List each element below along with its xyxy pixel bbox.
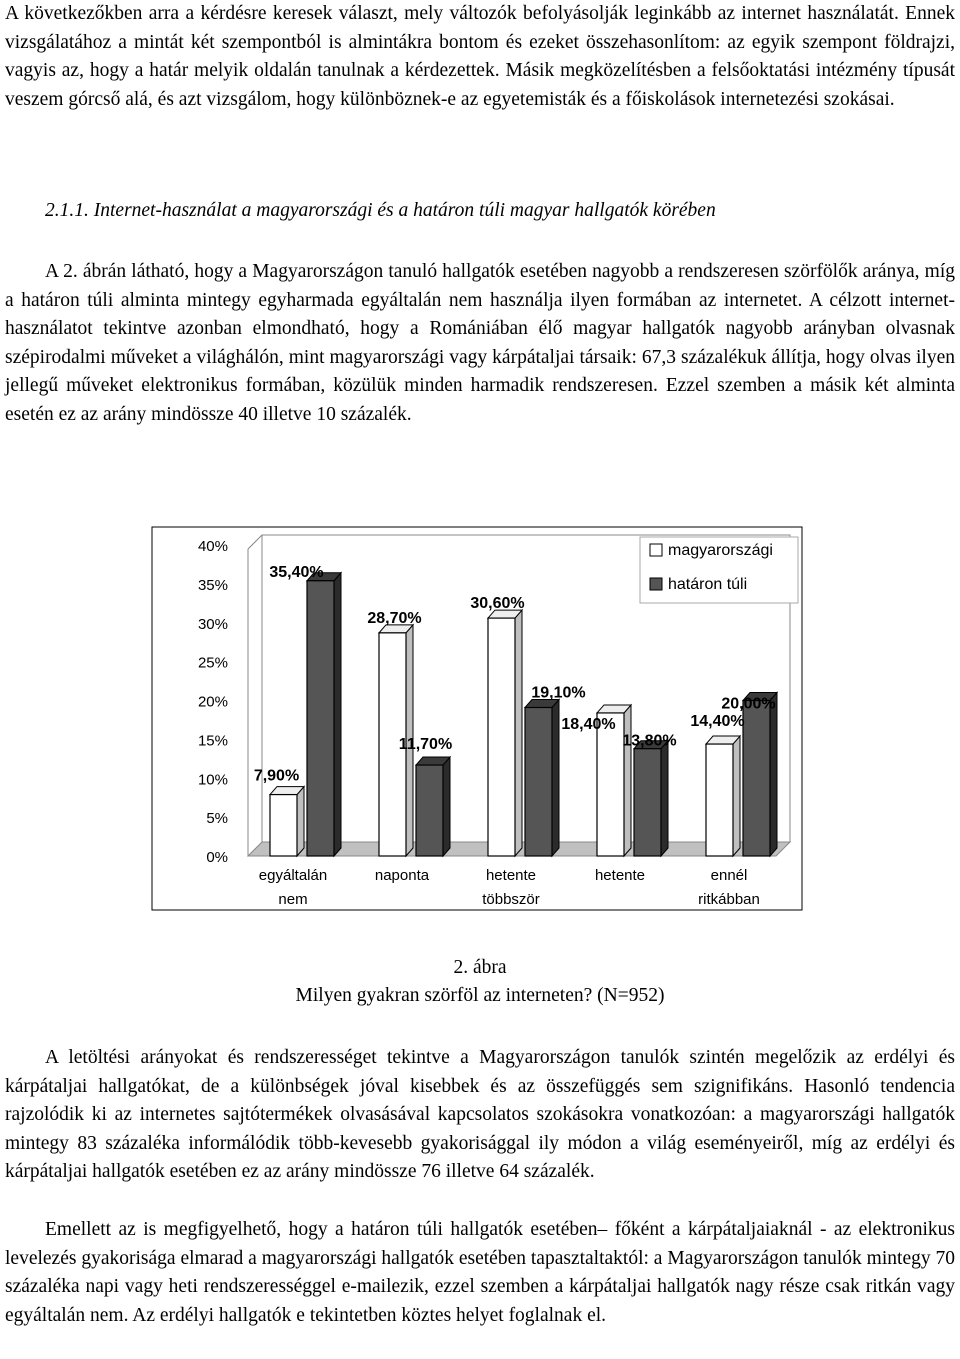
bar-hataron-tuli (416, 765, 443, 856)
y-tick-label: 35% (197, 576, 228, 594)
bar-magyarorszagi (270, 795, 297, 856)
data-label: 11,70% (398, 736, 453, 754)
x-axis (259, 867, 760, 908)
bar-hataron-tuli (634, 749, 661, 856)
bar-side (297, 787, 304, 856)
x-tick-label: naponta (374, 867, 430, 884)
data-label: 7,90% (253, 767, 300, 785)
bar-hataron-tuli (743, 701, 770, 857)
bar-chart (0, 520, 960, 920)
data-label: 14,40% (690, 713, 745, 731)
data-label: 35,40% (269, 563, 324, 581)
y-tick-label: 20% (197, 693, 228, 711)
data-label: 19,10% (531, 684, 586, 702)
legend-swatch (650, 578, 662, 590)
chart-legend (640, 537, 798, 603)
bar-side (552, 699, 559, 856)
y-tick-label: 5% (206, 810, 228, 828)
body-paragraph-email: Emellett az is megfigyelhető, hogy a határon túli hallgatók esetében– főként a kárpátaljaiaknál - az elektronikus levelezés gyakorisága elmarad a magyarországi hallgatók esetében tapasztaltaktól: a Magyarországon tanulók mintegy 70 százaléka napi vagy heti rendszerességgel e-mailezik, ezzel szemben a kárpátaljai hallgatók nagy része csak ritkán vagy egyáltalán nem. Az erdélyi hallgatók e tekintetben köztes helyet foglalnak el. (5, 1219, 955, 1326)
body-paragraph-downloads: A letöltési arányokat és rendszerességet tekintve a Magyarországon tanulók szintén megelőzik az erdélyi és kárpátaljai hallgatókat, de a különbségek jóval kisebbek és az összefüggés sem szignifikáns. Hasonló tendencia rajzolódik ki az internetes sajtótermékek olvasásával kapcsolatos szokásokra vonatkozóan: a magyarországi hallgatók mintegy 83 százaléka informálódik több-kevesebb gyakorisággal ily módon a világ eseményeiről, míg az erdélyi és kárpátaljai hallgatók esetében ez az arány mindössze 76 illetve 64 százalék. (5, 1047, 955, 1183)
side-wall-top (248, 535, 262, 549)
bar-hataron-tuli (525, 707, 552, 856)
section-heading: 2.1.1. Internet-használat a magyarországi és a határon túli magyar hallgatók körében (45, 200, 716, 221)
x-tick-label: nem (278, 891, 308, 908)
bar-side (443, 757, 450, 856)
y-tick-label: 25% (197, 654, 228, 672)
y-tick-label: 0% (206, 849, 228, 866)
legend-label: határon túli (668, 576, 748, 593)
data-label: 20,00% (721, 695, 776, 713)
x-tick-label: ritkábban (698, 891, 760, 908)
x-tick-label: ennél (710, 867, 748, 884)
data-label: 13,80% (622, 732, 677, 750)
bar-magyarorszagi (706, 744, 733, 856)
y-tick-label: 10% (197, 771, 228, 789)
y-tick-label: 30% (197, 615, 228, 633)
bar-side (334, 573, 341, 856)
y-tick-label: 40% (197, 538, 228, 555)
data-label: 18,40% (561, 715, 616, 733)
bar-side (624, 705, 631, 856)
bar-side (661, 741, 668, 856)
figure-caption: Milyen gyakran szörföl az interneten? (N=952) (295, 985, 665, 1006)
bar-side (733, 736, 740, 856)
data-label: 30,60% (470, 595, 525, 613)
figure-number: 2. ábra (453, 957, 507, 978)
bar-magyarorszagi (488, 618, 515, 856)
x-tick-label: egyáltalán (258, 867, 328, 884)
x-tick-label: többször (482, 891, 540, 908)
x-tick-label: hetente (485, 867, 537, 884)
bar-magyarorszagi (597, 713, 624, 856)
body-paragraph-figure-intro: A 2. ábrán látható, hogy a Magyarországon tanuló hallgatók esetében nagyobb a rendszeresen szörfölők aránya, míg a határon túli alminta mintegy egyharmada egyáltalán nem használja ilyen formában az internetet. A célzott internet-használatot tekintve azonban elmondható, hogy a Romániában élő magyar hallgatók nagyobb arányban olvasnak szépirodalmi műveket a világhálón, mint magyarországi vagy kárpátaljai társaik: 67,3 százalékuk állítja, hogy olvas ilyen jellegű műveket elektronikus formában, közülük minden harmadik rendszeresen. Ezzel szemben a másik két alminta esetén ez az arány mindössze 40 illetve 10 százalék. (5, 261, 955, 425)
x-tick-label: hetente (594, 867, 646, 884)
legend-label: magyarországi (668, 542, 773, 559)
data-label: 28,70% (367, 609, 422, 627)
legend-swatch (650, 544, 662, 556)
y-tick-label: 15% (197, 732, 228, 750)
bar-side (770, 693, 777, 857)
bar-hataron-tuli (307, 581, 334, 856)
intro-paragraph: A következőkben arra a kérdésre keresek választ, mely változók befolyásolják leginkább az internet használatát. Ennek vizsgálatához a mintát két szempontból is almintákra bontom és ezeket összehasonlítom: az egyik szempont földrajzi, vagyis az, hogy a határ melyik oldalán tanulnak a kérdezettek. Másik megközelítésben a felsőoktatási intézmény típusát veszem górcső alá, és azt vizsgálom, hogy különböznek-e az egyetemisták és a főiskolások internetezési szokásai. (5, 3, 955, 110)
bar-side (515, 610, 522, 856)
y-axis (198, 538, 228, 866)
